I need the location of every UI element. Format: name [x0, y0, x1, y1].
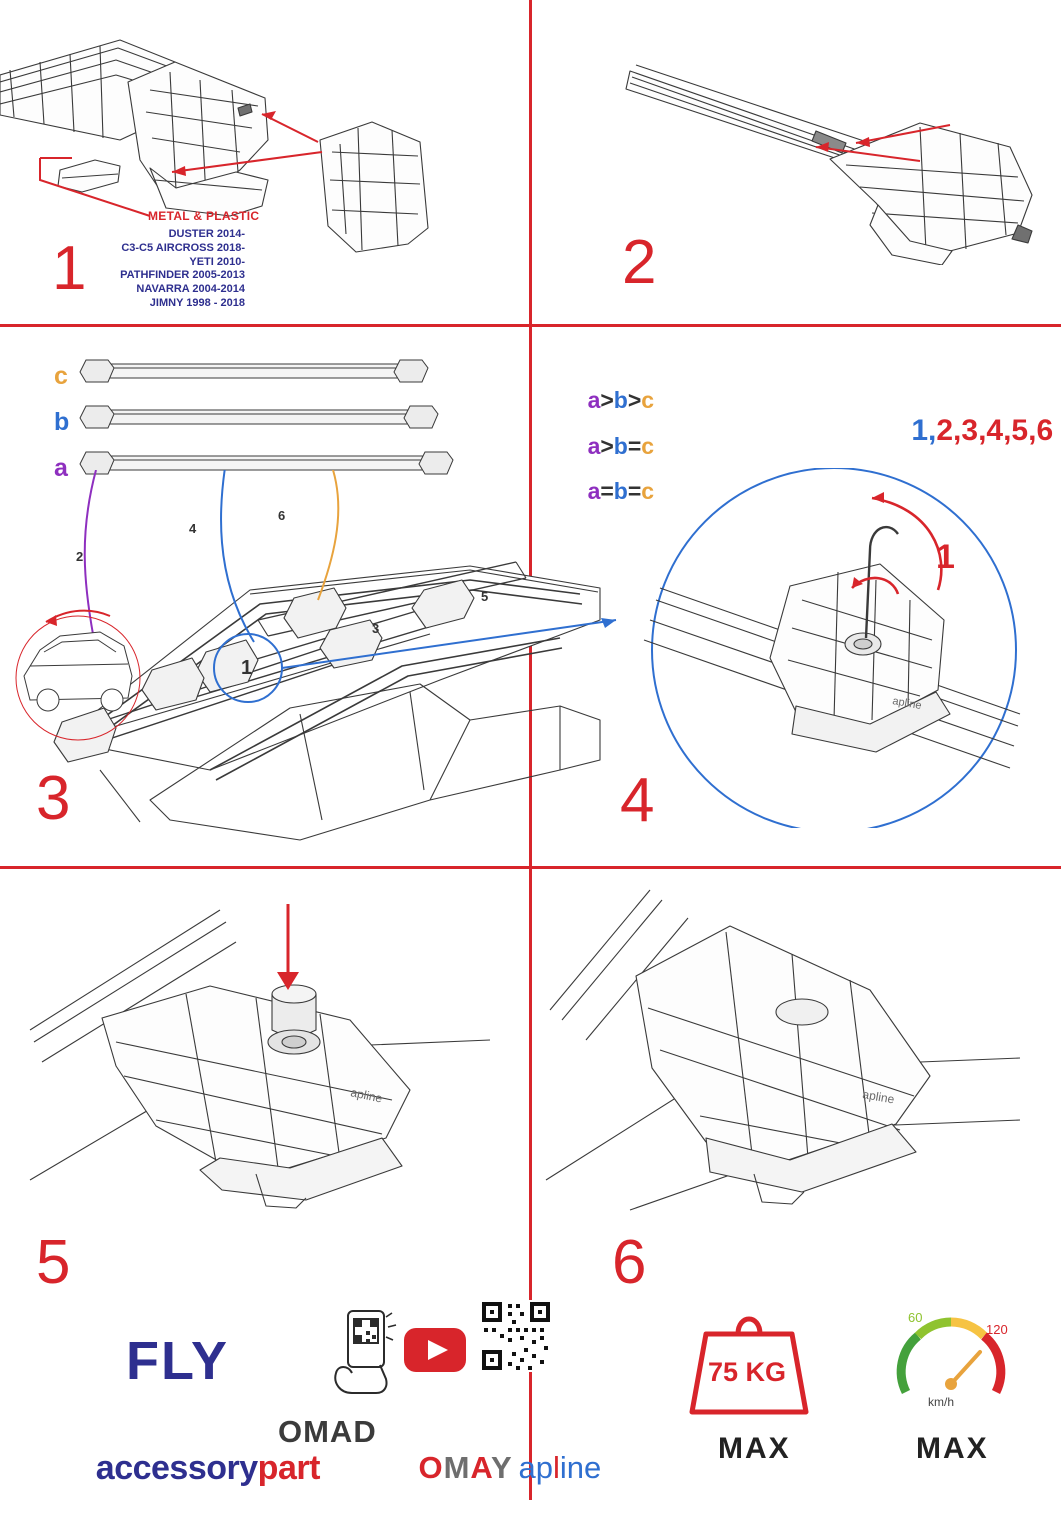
divider-col-row1	[529, 0, 532, 324]
equation-term: a	[587, 433, 601, 460]
logo-omay-o: O	[418, 1449, 444, 1485]
equation-term: b	[613, 387, 628, 414]
equation-op: >	[600, 387, 614, 414]
bar-point-1: 1	[241, 657, 253, 679]
step-number-3: 3	[36, 764, 71, 833]
step-number-2: 2	[622, 228, 657, 297]
bar-point-5: 5	[481, 589, 489, 604]
logo-apline-ine: ine	[559, 1449, 602, 1485]
equation-op: =	[627, 433, 642, 460]
vehicle-item: NAVARRA 2004-2014	[136, 283, 245, 295]
vehicle-item: JIMNY 1998 - 2018	[149, 296, 245, 309]
logo-fly: FLY	[126, 1331, 230, 1391]
bar-label-c: c	[54, 362, 68, 390]
qr-code-icon[interactable]	[480, 1300, 552, 1372]
svg-text:60: 60	[908, 1310, 923, 1325]
step4-sequence-label	[878, 379, 1053, 483]
equation-op: =	[627, 478, 642, 505]
equation-term: a	[587, 478, 601, 505]
step3-car-illustration	[0, 470, 620, 860]
step4-illustration	[620, 468, 1050, 828]
logo-omad: OMAD	[278, 1414, 377, 1449]
step-number-1: 1	[52, 234, 87, 303]
svg-text:apline: apline	[349, 1085, 384, 1106]
equation-term: c	[641, 478, 655, 505]
vehicle-item: DUSTER 2014-	[168, 228, 245, 240]
equation-op: =	[600, 478, 614, 505]
vehicle-item: C3-C5 AIRCROSS 2018-	[121, 241, 245, 254]
equation-op: >	[600, 433, 614, 460]
equation-term: a	[587, 387, 601, 414]
vehicle-item: PATHFINDER 2005-2013	[120, 269, 245, 282]
step6-illustration	[540, 880, 1040, 1220]
step4-callout-number: 1	[936, 538, 955, 576]
logo-part-text: part	[257, 1449, 320, 1488]
logo-accessory-text: accessory	[95, 1449, 258, 1488]
step2-illustration	[620, 55, 1050, 265]
speed-limit-icon	[888, 1296, 1014, 1416]
speed-max-label: MAX	[916, 1432, 989, 1465]
logo-apline-l: l	[552, 1449, 560, 1485]
step5-illustration	[20, 890, 510, 1220]
divider-col-row3	[529, 866, 532, 1500]
bar-label-b: b	[54, 408, 70, 436]
svg-text:apline: apline	[861, 1087, 896, 1107]
equation-term: c	[641, 433, 655, 460]
logo-apline	[484, 1414, 601, 1521]
equation-term: c	[641, 387, 655, 414]
logo-omay-m: M	[443, 1449, 471, 1485]
step-number-6: 6	[612, 1228, 647, 1297]
equation-op: >	[627, 387, 642, 414]
bar-point-3: 3	[372, 621, 380, 636]
step1-material-note: METAL & PLASTIC	[148, 209, 260, 223]
sequence-rest: 2,3,4,5,6	[936, 413, 1054, 447]
qr-scan-icon	[330, 1307, 400, 1397]
bar-point-2: 2	[76, 549, 84, 564]
weight-max-label: MAX	[718, 1432, 791, 1465]
svg-text:120: 120	[986, 1322, 1008, 1337]
weight-value: 75 KG	[708, 1357, 787, 1387]
bar-label-a: a	[54, 454, 68, 482]
step-number-4: 4	[620, 766, 655, 835]
svg-text:apline: apline	[891, 695, 923, 713]
equation-term: b	[613, 478, 628, 505]
vehicle-item: YETI 2010-	[189, 255, 245, 268]
logo-apline-ap: ap	[518, 1449, 553, 1485]
logo-omay-y: Y	[490, 1449, 513, 1485]
svg-text:km/h: km/h	[928, 1395, 955, 1409]
logo-omay-a: A	[470, 1449, 491, 1485]
equation-term: b	[613, 433, 628, 460]
bar-point-4: 4	[189, 521, 197, 536]
step-number-5: 5	[36, 1228, 71, 1297]
bar-point-6: 6	[278, 508, 286, 523]
sequence-prefix: 1,	[911, 413, 937, 447]
youtube-icon[interactable]	[404, 1328, 466, 1372]
